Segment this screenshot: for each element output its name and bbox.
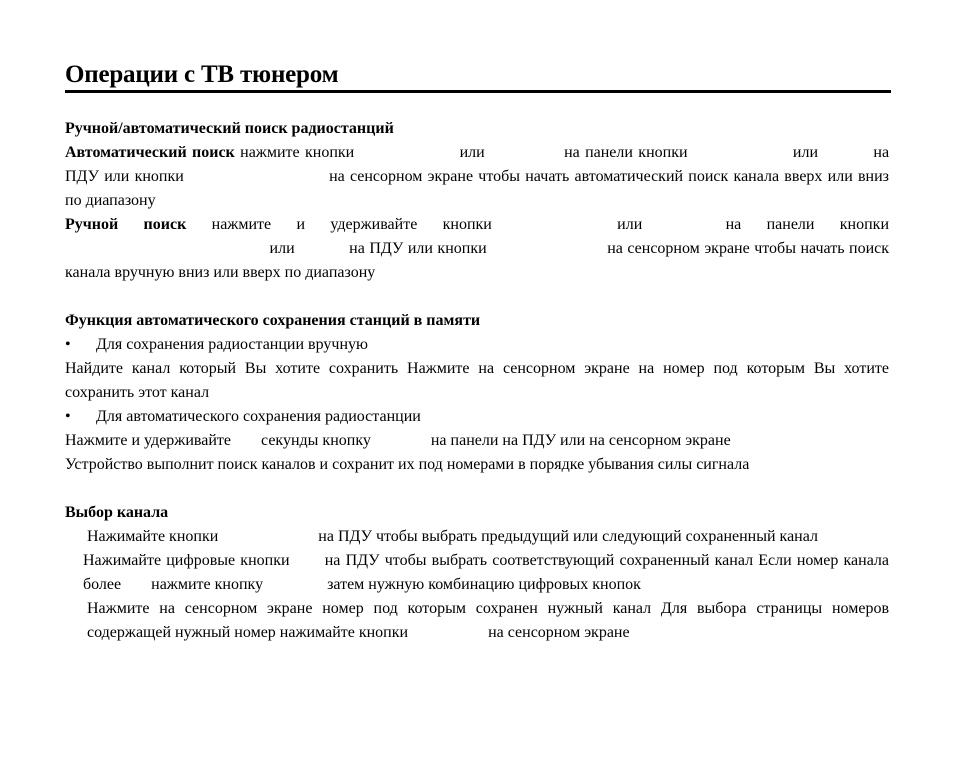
channel-paragraph-3: Нажмите на сенсорном экране номер под которым сохранен нужный канал Для выбора страницы номеров содержащей нужный номер нажимайте кнопки на сенсорном экране [87, 600, 889, 641]
bullet-icon: • [65, 408, 71, 425]
list-item: • Для сохранения радиостанции вручную [65, 333, 889, 357]
search-heading: Ручной/автоматический поиск радиостанций [65, 120, 394, 137]
channel-paragraph-2: Нажимайте цифровые кнопки на ПДУ чтобы выбрать соответствующий сохраненный канал Если номер канала более нажмите кнопку затем нужную комбинацию цифровых кнопок [83, 552, 890, 593]
manual-search-paragraph: Ручной поиск нажмите и удерживайте кнопки или на панели кнопки или на ПДУ или кнопки на сенсорном экране чтобы начать поиск канала вручную вниз или вверх по диапазону [65, 216, 890, 281]
channel-heading: Выбор канала [65, 504, 169, 521]
title-underline [65, 90, 891, 93]
manual-search-label: Ручной поиск [65, 216, 187, 233]
auto-search-label: Автоматический поиск [65, 144, 235, 161]
auto-save-paragraph: Нажмите и удерживайте секунды кнопку на панели на ПДУ или на сенсорном экране [65, 432, 731, 449]
bullet-icon: • [65, 336, 71, 353]
list-item: • Для автоматического сохранения радиостанции [65, 405, 889, 429]
memory-heading: Функция автоматического сохранения станций в памяти [65, 312, 481, 329]
auto-save-result-paragraph: Устройство выполнит поиск каналов и сохранит их под номерами в порядке убывания силы сигнала [65, 456, 750, 473]
manual-save-paragraph: Найдите канал который Вы хотите сохранить Нажмите на сенсорном экране на номер под которым Вы хотите сохранить этот канал [65, 360, 889, 401]
auto-search-paragraph: Автоматический поиск нажмите кнопки или на панели кнопки или на ПДУ или кнопки на сенсорном экране чтобы начать автоматический поиск канала вверх или вниз по диапазону [65, 144, 890, 209]
page-content [65, 117, 889, 645]
channel-paragraph-1: Нажимайте кнопки на ПДУ чтобы выбрать предыдущий или следующий сохраненный канал [87, 528, 818, 545]
page-title: Операции с ТВ тюнером [65, 61, 339, 88]
